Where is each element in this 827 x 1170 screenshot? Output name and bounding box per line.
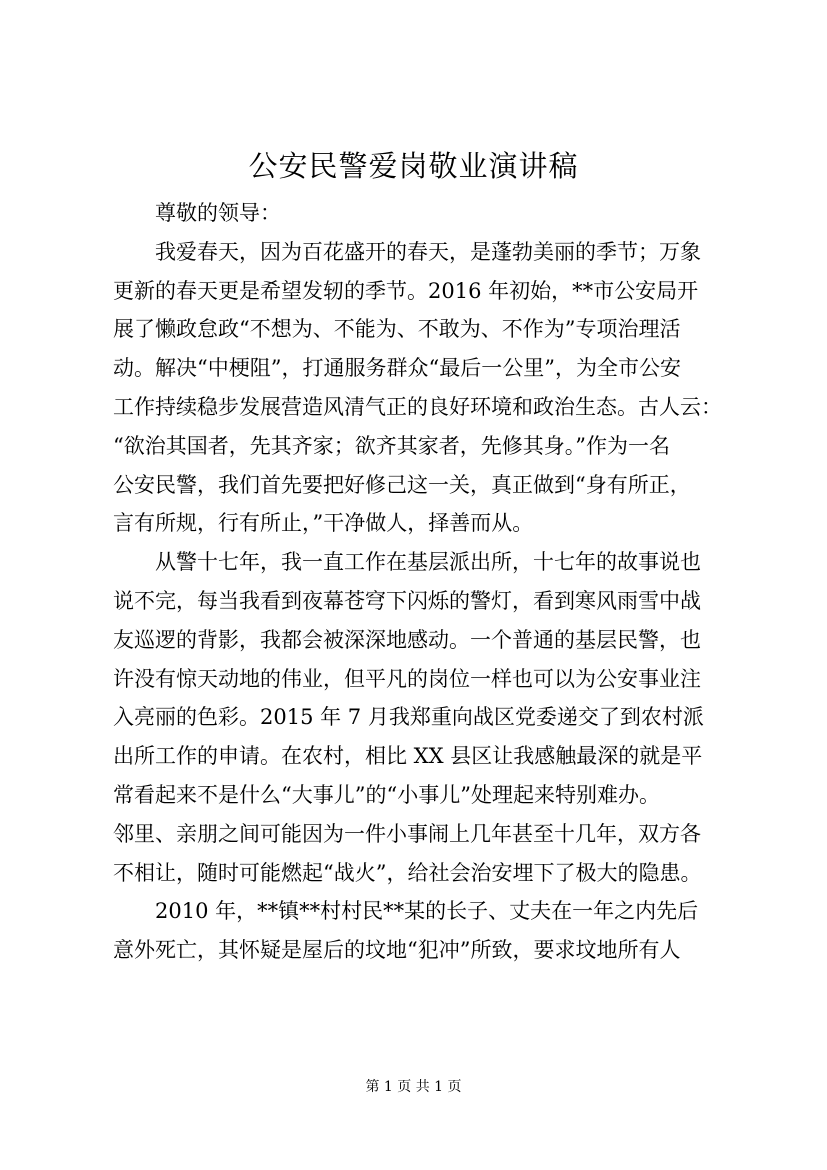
document-title: 公安民警爱岗敬业演讲稿 — [248, 149, 579, 183]
document-body — [113, 194, 733, 970]
text-line: 动。解决“中梗阻”，打通服务群众“最后一公里”，为全市公安 — [113, 356, 681, 381]
text-line: 2010 年，**镇**村村民**某的长子、丈夫在一年之内先后 — [155, 899, 699, 924]
text-line: 公安民警，我们首先要把好修己这一关，真正做到“身有所正， — [113, 472, 691, 497]
text-line: 说不完，每当我看到夜幕苍穹下闪烁的警灯，看到寒风雨雪中战 — [113, 588, 701, 613]
text-line: 我爱春天，因为百花盛开的春天，是蓬勃美丽的季节；万象 — [155, 239, 701, 264]
text-line: 展了懒政怠政“不想为、不能为、不敢为、不作为”专项治理活 — [113, 317, 681, 342]
text-line: “欲治其国者，先其齐家；欲齐其家者，先修其身。”作为一名 — [113, 433, 670, 458]
text-line: 尊敬的领导： — [155, 201, 281, 225]
text-line: 友巡逻的背影，我都会被深深地感动。一个普通的基层民警，也 — [113, 627, 701, 652]
text-line: 工作持续稳步发展营造风清气正的良好环境和政治生态。古人云： — [113, 394, 722, 419]
text-line: 许没有惊天动地的伟业，但平凡的岗位一样也可以为公安事业注 — [113, 666, 701, 691]
text-line: 常看起来不是什么“大事儿”的“小事儿”处理起来特别难办。 — [113, 782, 660, 807]
text-line: 意外死亡，其怀疑是屋后的坟地“犯冲”所致，要求坟地所有人 — [113, 938, 681, 963]
text-line: 从警十七年，我一直工作在基层派出所，十七年的故事说也 — [155, 550, 701, 575]
text-line: 出所工作的申请。在农村，相比 XX 县区让我感触最深的就是平 — [113, 744, 703, 769]
page-footer: 第 1 页 共 1 页 — [365, 1079, 462, 1095]
text-line: 邻里、亲朋之间可能因为一件小事闹上几年甚至十几年，双方各 — [113, 821, 701, 846]
text-line: 不相让，随时可能燃起“战火”，给社会治安埋下了极大的隐患。 — [113, 860, 702, 885]
text-line: 入亮丽的色彩。2015 年 7 月我郑重向战区党委递交了到农村派 — [113, 705, 704, 730]
text-line: 言有所规，行有所止，”干净做人，择善而从。 — [113, 511, 534, 536]
text-line: 更新的春天更是希望发轫的季节。2016 年初始，**市公安局开 — [113, 278, 699, 303]
